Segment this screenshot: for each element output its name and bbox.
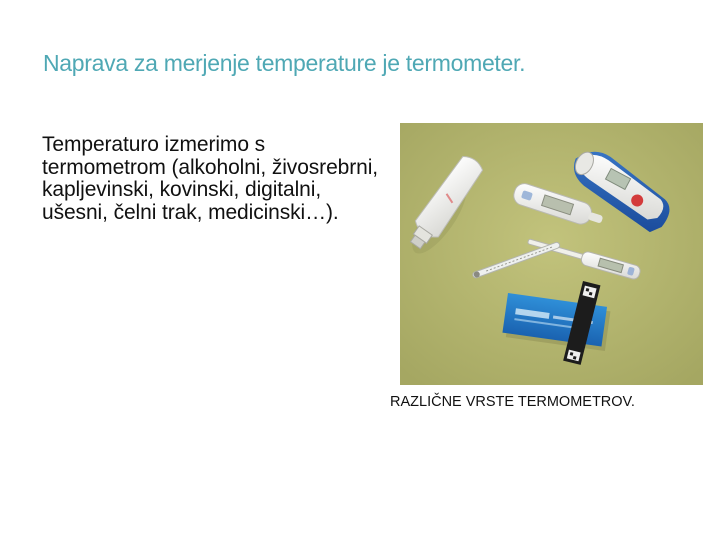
slide-title: Naprava za merjenje temperature je termometer. (43, 50, 526, 76)
thermometers-illustration (400, 123, 703, 385)
photo-caption: RAZLIČNE VRSTE TERMOMETROV. (390, 394, 635, 410)
body-text: Temperaturo izmerimo s termometrom (alkoholni, živosrebrni, kapljevinski, kovinski, digitalni, ušesni, čelni trak, medicinski…). (42, 133, 379, 225)
thermometers-photo (400, 123, 703, 385)
